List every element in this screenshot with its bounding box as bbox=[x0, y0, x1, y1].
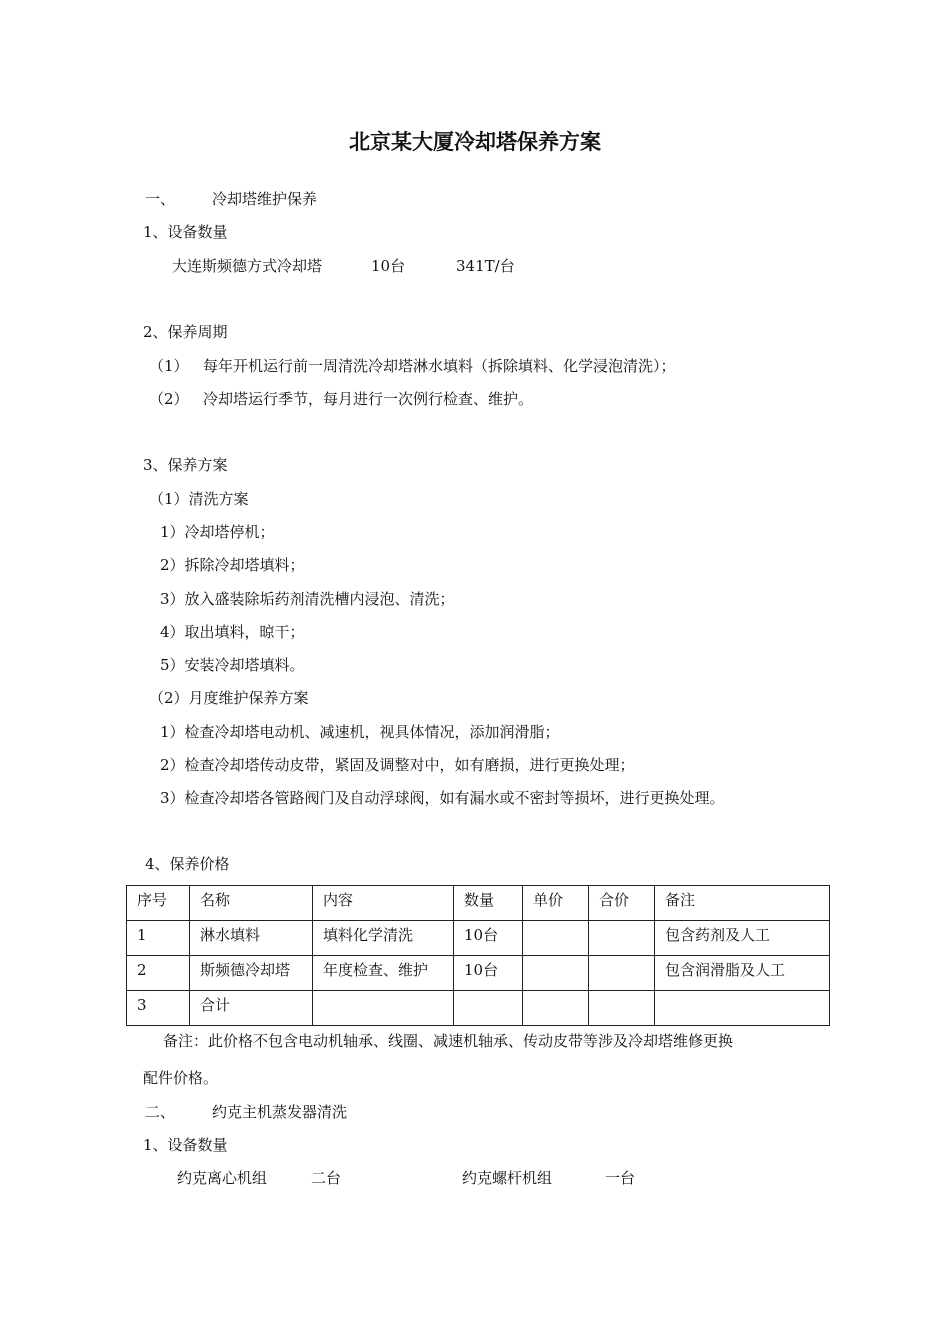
equipment-name: 大连斯频德方式冷却塔 bbox=[172, 257, 323, 275]
table-cell bbox=[313, 991, 454, 1026]
cycle-item-text: 冷却塔运行季节，每月进行一次例行检查、维护。 bbox=[203, 390, 534, 408]
table-cell: 10台 bbox=[454, 956, 523, 991]
table-header-cell: 备注 bbox=[655, 886, 830, 921]
table-cell: 合计 bbox=[190, 991, 313, 1026]
cleaning-step: 5）安装冷却塔填料。 bbox=[160, 656, 305, 674]
section-1-heading: 冷却塔维护保养 bbox=[212, 190, 318, 208]
monthly-step: 2）检查冷却塔传动皮带，紧固及调整对中，如有磨损，进行更换处理； bbox=[160, 756, 635, 774]
table-header-cell: 合价 bbox=[589, 886, 655, 921]
cleaning-step: 3）放入盛装除垢药剂清洗槽内浸泡、清洗； bbox=[160, 590, 455, 608]
table-cell bbox=[454, 991, 523, 1026]
equipment-count: 二台 bbox=[311, 1169, 342, 1187]
cycle-item-number: （2） bbox=[149, 390, 189, 408]
table-header-cell: 内容 bbox=[313, 886, 454, 921]
document-title: 北京某大厦冷却塔保养方案 bbox=[349, 129, 601, 154]
equipment-count: 10台 bbox=[371, 257, 406, 275]
equipment-name: 约克离心机组 bbox=[177, 1169, 268, 1187]
table-cell bbox=[655, 991, 830, 1026]
equipment-count: 一台 bbox=[605, 1169, 636, 1187]
equipment-count-heading: 1、设备数量 bbox=[143, 1136, 228, 1154]
table-cell bbox=[589, 921, 655, 956]
section-1-number: 一、 bbox=[145, 190, 176, 208]
table-row bbox=[127, 956, 830, 991]
table-cell bbox=[589, 991, 655, 1026]
table-cell: 填料化学清洗 bbox=[313, 921, 454, 956]
equipment-capacity: 341T/台 bbox=[456, 257, 515, 275]
table-cell: 包含润滑脂及人工 bbox=[655, 956, 830, 991]
price-heading: 4、保养价格 bbox=[145, 855, 230, 873]
equipment-count-heading: 1、设备数量 bbox=[143, 223, 228, 241]
table-cell bbox=[523, 991, 589, 1026]
table-cell: 3 bbox=[127, 991, 190, 1026]
cleaning-step: 1）冷却塔停机； bbox=[160, 523, 275, 541]
table-cell: 淋水填料 bbox=[190, 921, 313, 956]
monthly-step: 1）检查冷却塔电动机、减速机，视具体情况，添加润滑脂； bbox=[160, 723, 560, 741]
table-cell: 包含药剂及人工 bbox=[655, 921, 830, 956]
table-note: 备注：此价格不包含电动机轴承、线圈、减速机轴承、传动皮带等涉及冷却塔维修更换 bbox=[163, 1032, 734, 1050]
cleaning-step: 2）拆除冷却塔填料； bbox=[160, 556, 305, 574]
cycle-item-number: （1） bbox=[149, 357, 189, 375]
table-cell: 10台 bbox=[454, 921, 523, 956]
table-row bbox=[127, 921, 830, 956]
table-cell bbox=[589, 956, 655, 991]
monthly-plan-heading: （2）月度维护保养方案 bbox=[149, 689, 309, 707]
table-header-cell: 名称 bbox=[190, 886, 313, 921]
table-cell bbox=[523, 956, 589, 991]
table-header-cell: 单价 bbox=[523, 886, 589, 921]
table-cell: 年度检查、维护 bbox=[313, 956, 454, 991]
section-2-heading: 约克主机蒸发器清洗 bbox=[212, 1103, 348, 1121]
monthly-step: 3）检查冷却塔各管路阀门及自动浮球阀，如有漏水或不密封等损坏，进行更换处理。 bbox=[160, 789, 725, 807]
maintenance-cycle-heading: 2、保养周期 bbox=[143, 323, 228, 341]
table-cell: 斯频德冷却塔 bbox=[190, 956, 313, 991]
table-note-continued: 配件价格。 bbox=[143, 1069, 219, 1087]
table-cell: 2 bbox=[127, 956, 190, 991]
cleaning-plan-heading: （1）清洗方案 bbox=[149, 490, 249, 508]
table-header-cell: 数量 bbox=[454, 886, 523, 921]
table-header-cell: 序号 bbox=[127, 886, 190, 921]
section-2-number: 二、 bbox=[145, 1103, 176, 1121]
price-table bbox=[126, 885, 830, 1026]
table-header-row bbox=[127, 886, 830, 921]
table-cell: 1 bbox=[127, 921, 190, 956]
table-cell bbox=[523, 921, 589, 956]
equipment-name: 约克螺杆机组 bbox=[462, 1169, 553, 1187]
maintenance-plan-heading: 3、保养方案 bbox=[143, 456, 228, 474]
table-row bbox=[127, 991, 830, 1026]
cleaning-step: 4）取出填料，晾干； bbox=[160, 623, 305, 641]
cycle-item-text: 每年开机运行前一周清洗冷却塔淋水填料（拆除填料、化学浸泡清洗）； bbox=[203, 357, 676, 375]
